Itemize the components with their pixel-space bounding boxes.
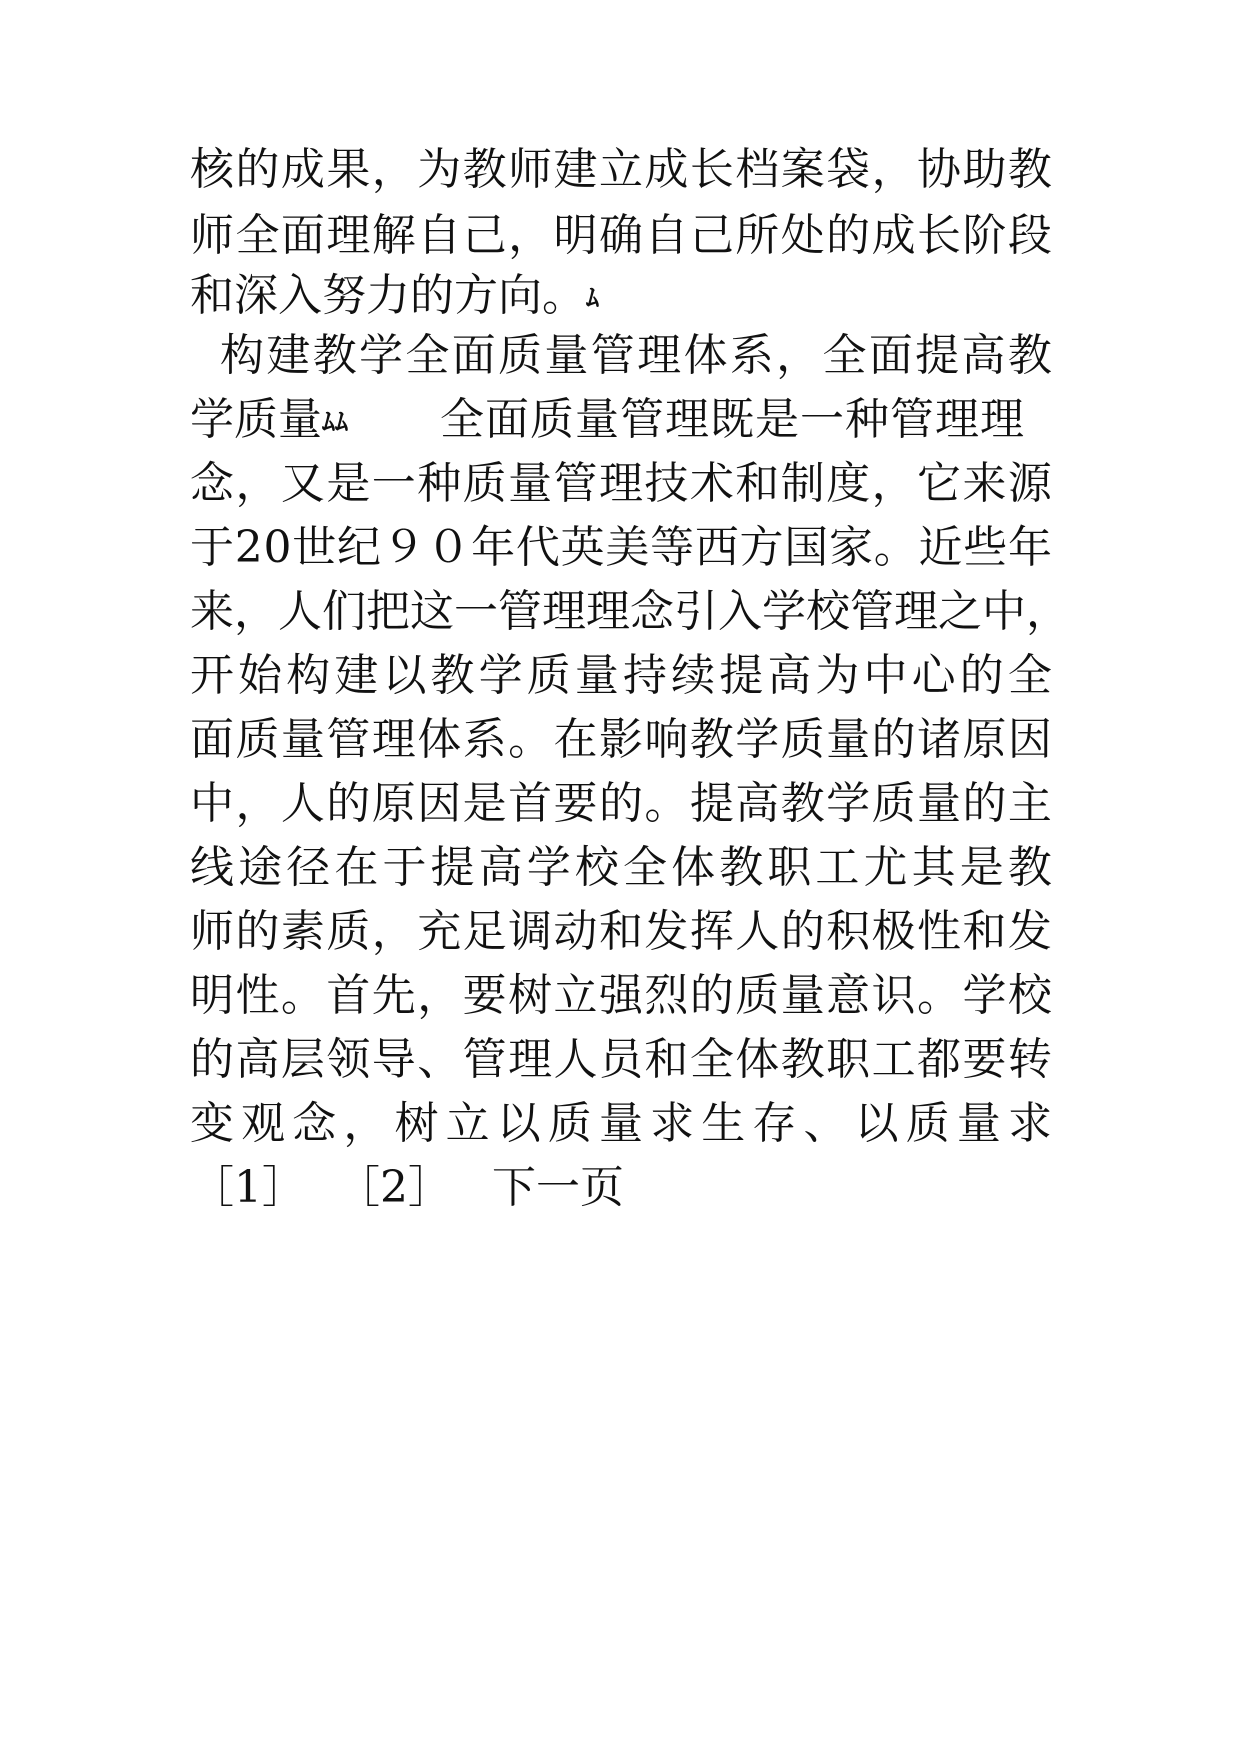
line-char: 求 — [650, 1098, 695, 1149]
line-char: 理 — [326, 210, 371, 261]
line-char: 量 — [917, 778, 961, 829]
line-char: 发 — [1007, 906, 1052, 957]
line-char: 极 — [871, 906, 916, 957]
line-char: 念 — [190, 458, 234, 509]
line-char: 全 — [1007, 650, 1052, 701]
line-char: 管 — [462, 1034, 507, 1085]
line-char: 积 — [826, 906, 871, 957]
line-char: 和 — [644, 1034, 689, 1085]
line-char: 人 — [735, 906, 780, 957]
line-char: 质 — [526, 650, 571, 701]
line-char: 的 — [326, 778, 371, 829]
line-char: 的 — [780, 906, 825, 957]
line-char: 首 — [326, 970, 371, 1021]
line-char: 开 — [190, 650, 234, 701]
line-char: 持 — [622, 650, 667, 701]
line-char: 量 — [280, 714, 325, 765]
line-char: 人 — [553, 1034, 598, 1085]
line-char: 生 — [701, 1098, 746, 1149]
line-char: 师 — [190, 210, 234, 261]
line-char: 高 — [235, 1034, 280, 1085]
line-char: 理 — [637, 330, 682, 381]
line-char: 教 — [1007, 144, 1052, 195]
line-char: 诸 — [917, 714, 961, 765]
line-char: 质 — [326, 906, 371, 957]
line-char: 以 — [854, 1098, 899, 1149]
line-char: 明 — [190, 970, 234, 1021]
line-char: 提 — [430, 842, 475, 893]
line-char: 所 — [735, 210, 780, 261]
line-char: 强 — [598, 970, 643, 1021]
line-char: 树 — [508, 970, 553, 1021]
paragraph-mark: ﾑﾑ — [322, 407, 349, 438]
line-char: 来 — [962, 458, 1007, 509]
line-char: 质 — [780, 714, 825, 765]
line-char: 教 — [312, 330, 357, 381]
paragraph-line — [190, 203, 1052, 269]
paragraph-line — [190, 1027, 1052, 1093]
line-char: 制 — [780, 458, 825, 509]
line-char: 学 — [826, 778, 871, 829]
line-char: 中 — [863, 650, 908, 701]
line-char: 学 — [478, 650, 523, 701]
line-char: 美 — [605, 522, 650, 573]
line-char: 观 — [241, 1098, 286, 1149]
line-char: 高 — [961, 330, 1006, 381]
line-char: 等 — [650, 522, 695, 573]
line-char: 原 — [962, 714, 1007, 765]
line-char: 因 — [417, 778, 462, 829]
line-char: 其 — [911, 842, 956, 893]
line-char: 学 — [735, 714, 780, 765]
line-char: 源 — [1007, 458, 1052, 509]
line-char: 助 — [962, 144, 1007, 195]
line-char: 这 — [410, 586, 454, 637]
line-char: 体 — [417, 714, 462, 765]
line-char: 途 — [238, 842, 283, 893]
line-char: 技 — [644, 458, 689, 509]
line-char: 存 — [752, 1098, 797, 1149]
line-char: 要 — [462, 970, 507, 1021]
paragraph-line — [190, 835, 1052, 901]
line-char: 量 — [826, 714, 871, 765]
line-char: 是 — [959, 842, 1004, 893]
line-char: 为 — [815, 650, 860, 701]
line-char: 处 — [780, 210, 825, 261]
line-char: ， — [235, 458, 280, 509]
line-char: 发 — [644, 906, 689, 957]
line-char: 。 — [508, 714, 553, 765]
line-char: 质 — [905, 1098, 950, 1149]
line-char: 学 — [762, 586, 806, 637]
line-char: 是 — [326, 458, 371, 509]
line-char: 的 — [598, 778, 643, 829]
line-char: 的 — [962, 778, 1007, 829]
line-char: 和 — [962, 906, 1007, 957]
line-char: 近 — [918, 522, 963, 573]
line-char: 的 — [235, 906, 280, 957]
line-char: 体 — [683, 330, 728, 381]
line-char: 学 — [526, 842, 571, 893]
paragraph-line — [190, 263, 1052, 329]
line-char: 于 — [190, 522, 234, 573]
next-page-link[interactable]: 下一页 — [492, 1162, 624, 1213]
line-char: 的 — [959, 650, 1004, 701]
line-char: 世 — [292, 522, 337, 573]
line-char: ， — [371, 144, 416, 195]
line-char: 续 — [671, 650, 716, 701]
line-char: 意 — [826, 970, 871, 1021]
line-char: ０ — [426, 522, 471, 573]
line-char: 的 — [826, 210, 871, 261]
line-char: 职 — [767, 842, 812, 893]
line-char: 和 — [598, 906, 643, 957]
line-char: ， — [871, 144, 916, 195]
paragraph-line — [190, 707, 1052, 773]
line-char: 要 — [553, 778, 598, 829]
line-char: 0 — [263, 522, 292, 573]
line-char: 在 — [553, 714, 598, 765]
line-char: 心 — [911, 650, 956, 701]
line-text: 和深入努力的方向。 — [190, 270, 586, 321]
line-char: 全 — [235, 210, 280, 261]
paragraph-line — [190, 451, 1052, 517]
line-char: 人 — [280, 778, 325, 829]
line-char: 烈 — [644, 970, 689, 1021]
line-char: 工 — [815, 842, 860, 893]
line-char: 纪 — [336, 522, 381, 573]
line-char: 长 — [917, 210, 961, 261]
line-char: 质 — [735, 970, 780, 1021]
line-char: 响 — [644, 714, 689, 765]
line-char: 构 — [286, 650, 331, 701]
line-char: 要 — [962, 1034, 1007, 1085]
line-char: 影 — [598, 714, 643, 765]
line-char: 把 — [366, 586, 410, 637]
line-char: 己 — [462, 210, 507, 261]
line-char: 英 — [560, 522, 605, 573]
line-char: 系 — [462, 714, 507, 765]
paragraph-line — [190, 137, 1052, 203]
line-char: 识 — [871, 970, 916, 1021]
line-char: 量 — [956, 1098, 1001, 1149]
line-char: 导 — [371, 1034, 416, 1085]
line-char: 袋 — [826, 144, 871, 195]
paragraph-mark: ﾑ — [586, 283, 600, 314]
line-char: 引 — [674, 586, 718, 637]
line-char: 质 — [462, 458, 507, 509]
line-char: 于 — [382, 842, 427, 893]
line-char: 成 — [871, 210, 916, 261]
paragraph-line — [190, 515, 1052, 581]
line-char: 体 — [671, 842, 716, 893]
line-char: 一 — [454, 586, 498, 637]
line-char: 建 — [553, 144, 598, 195]
line-char: 确 — [598, 210, 643, 261]
line-char: 教 — [430, 650, 475, 701]
line-char: 以 — [496, 1098, 541, 1149]
line-char: 质 — [498, 330, 543, 381]
line-char: 。 — [917, 970, 961, 1021]
paragraph-line — [190, 899, 1052, 965]
line-char: 师 — [190, 906, 234, 957]
line-char: ， — [371, 906, 416, 957]
line-char: ， — [508, 210, 553, 261]
line-char: 。 — [873, 522, 918, 573]
line-char: 教 — [462, 144, 507, 195]
line-char: 提 — [719, 650, 764, 701]
page-link-2[interactable]: ［2］ — [336, 1162, 452, 1213]
line-char: 提 — [915, 330, 960, 381]
line-char: 年 — [471, 522, 516, 573]
line-char: 管 — [553, 458, 598, 509]
line-char: 领 — [326, 1034, 371, 1085]
line-char: 质 — [235, 714, 280, 765]
line-char: 立 — [445, 1098, 490, 1149]
line-char: 面 — [451, 330, 496, 381]
line-char: ， — [1026, 586, 1070, 637]
line-char: 管 — [850, 586, 894, 637]
line-char: 足 — [462, 906, 507, 957]
line-char: 量 — [544, 330, 589, 381]
line-char: 念 — [292, 1098, 337, 1149]
line-char: 管 — [498, 586, 542, 637]
line-char: 己 — [689, 210, 734, 261]
line-char: 2 — [234, 522, 263, 573]
line-char: 。 — [644, 778, 689, 829]
line-char: 构 — [220, 330, 264, 381]
line-char: 是 — [462, 778, 507, 829]
line-char: 管 — [326, 714, 371, 765]
line-char: 师 — [508, 144, 553, 195]
line-char: 面 — [190, 714, 234, 765]
line-char: 念 — [630, 586, 674, 637]
line-char: 转 — [1007, 1034, 1052, 1085]
line-char: 因 — [1007, 714, 1052, 765]
line-char: 段 — [1007, 210, 1052, 261]
line-char: ９ — [381, 522, 426, 573]
paragraph-line — [190, 1091, 1052, 1157]
line-char: 成 — [644, 144, 689, 195]
page-link-1[interactable]: ［1］ — [190, 1162, 306, 1213]
line-char: 理 — [598, 458, 643, 509]
line-char: 理 — [508, 1034, 553, 1085]
line-char: 质 — [547, 1098, 592, 1149]
line-char: 中 — [190, 778, 234, 829]
line-char: 、 — [803, 1098, 848, 1149]
line-char: 中 — [982, 586, 1026, 637]
line-char: 解 — [371, 210, 416, 261]
line-char: 的 — [190, 1034, 234, 1085]
line-char: 为 — [417, 144, 462, 195]
line-char: 又 — [280, 458, 325, 509]
line-char: 性 — [917, 906, 961, 957]
line-char: 全 — [405, 330, 450, 381]
line-char: 线 — [190, 842, 234, 893]
line-char: 都 — [917, 1034, 961, 1085]
line-char: 先 — [371, 970, 416, 1021]
line-char: 管 — [590, 330, 635, 381]
line-char: ， — [871, 458, 916, 509]
line-char: 动 — [553, 906, 598, 957]
paragraph-line — [220, 323, 1052, 389]
line-char: 的 — [235, 144, 280, 195]
line-char: 主 — [1007, 778, 1052, 829]
line-char: 员 — [598, 1034, 643, 1085]
line-char: 档 — [735, 144, 780, 195]
paragraph-line — [190, 771, 1052, 837]
line-char: 家 — [829, 522, 874, 573]
line-char: 国 — [784, 522, 829, 573]
line-char: 协 — [917, 144, 961, 195]
line-char: ， — [235, 778, 280, 829]
line-char: 、 — [417, 1034, 462, 1085]
paragraph-line — [190, 579, 1070, 645]
line-char: ， — [776, 330, 821, 381]
line-char: ， — [234, 586, 278, 637]
line-char: 自 — [417, 210, 462, 261]
line-char: 的 — [871, 714, 916, 765]
line-char: 校 — [806, 586, 850, 637]
line-char: 年 — [1007, 522, 1052, 573]
line-char: 建 — [334, 650, 379, 701]
line-char: 始 — [238, 650, 283, 701]
line-char: 首 — [508, 778, 553, 829]
line-char: 之 — [938, 586, 982, 637]
line-char: 阶 — [962, 210, 1007, 261]
line-char: 高 — [478, 842, 523, 893]
line-char: 全 — [622, 842, 667, 893]
line-char: 学 — [962, 970, 1007, 1021]
line-char: 高 — [735, 778, 780, 829]
line-char: 核 — [190, 144, 234, 195]
line-char: 性 — [235, 970, 280, 1021]
line-char: 变 — [190, 1098, 234, 1149]
line-char: 面 — [280, 210, 325, 261]
line-text: 全面质量管理既是一种管理理 — [440, 394, 1025, 445]
pagination — [190, 1155, 1052, 1221]
line-char: 教 — [1007, 842, 1052, 893]
line-char: 明 — [553, 210, 598, 261]
line-char: 案 — [780, 144, 825, 195]
line-char: 量 — [574, 650, 619, 701]
line-char: ， — [417, 970, 462, 1021]
line-char: 充 — [417, 906, 462, 957]
line-char: 理 — [371, 714, 416, 765]
line-char: 的 — [689, 970, 734, 1021]
line-char: 度 — [826, 458, 871, 509]
line-char: 理 — [542, 586, 586, 637]
line-char: 教 — [719, 842, 764, 893]
line-char: 它 — [917, 458, 961, 509]
line-char: 西 — [694, 522, 739, 573]
line-char: 。 — [280, 970, 325, 1021]
line-char: 在 — [334, 842, 379, 893]
line-text: 学质量 — [190, 394, 322, 445]
line-char: 量 — [780, 970, 825, 1021]
line-char: 代 — [515, 522, 560, 573]
paragraph-line — [190, 387, 1052, 453]
line-char: 调 — [508, 906, 553, 957]
line-char: 立 — [598, 144, 643, 195]
line-char: 教 — [1007, 330, 1052, 381]
line-char: 原 — [371, 778, 416, 829]
line-char: 和 — [735, 458, 780, 509]
line-char: 建 — [266, 330, 311, 381]
line-char: 来 — [190, 586, 234, 637]
line-char: 自 — [644, 210, 689, 261]
line-char: ， — [343, 1098, 388, 1149]
line-char: 量 — [599, 1098, 643, 1149]
line-char: 挥 — [689, 906, 734, 957]
line-char: 提 — [689, 778, 734, 829]
line-char: 种 — [417, 458, 462, 509]
line-char: 职 — [826, 1034, 871, 1085]
line-char: 教 — [689, 714, 734, 765]
line-char: 高 — [767, 650, 812, 701]
line-char: 全 — [822, 330, 867, 381]
line-char: 成 — [280, 144, 325, 195]
line-char: 入 — [718, 586, 762, 637]
line-char: 教 — [780, 778, 825, 829]
line-char: 系 — [729, 330, 774, 381]
line-char: 立 — [553, 970, 598, 1021]
line-char: 人 — [278, 586, 322, 637]
line-char: 理 — [894, 586, 938, 637]
line-char: 层 — [280, 1034, 325, 1085]
paragraph-line — [190, 963, 1052, 1029]
line-char: 理 — [586, 586, 630, 637]
line-char: 树 — [394, 1098, 439, 1149]
line-char: 们 — [322, 586, 366, 637]
line-char: 尤 — [863, 842, 908, 893]
line-char: 面 — [868, 330, 913, 381]
line-char: 教 — [780, 1034, 825, 1085]
line-char: 量 — [508, 458, 553, 509]
line-char: 校 — [1007, 970, 1052, 1021]
line-char: 以 — [382, 650, 427, 701]
line-char: 些 — [963, 522, 1008, 573]
line-char: 全 — [689, 1034, 734, 1085]
line-char: 校 — [574, 842, 619, 893]
line-char: 工 — [871, 1034, 916, 1085]
line-char: 果 — [326, 144, 371, 195]
line-char: 素 — [280, 906, 325, 957]
line-char: 一 — [371, 458, 416, 509]
paragraph-line — [190, 643, 1052, 709]
line-char: 求 — [1008, 1098, 1052, 1149]
line-char: 径 — [286, 842, 331, 893]
line-char: 质 — [871, 778, 916, 829]
line-char: 长 — [689, 144, 734, 195]
line-char: 术 — [689, 458, 734, 509]
line-char: 学 — [359, 330, 404, 381]
line-char: 方 — [739, 522, 784, 573]
line-char: 体 — [735, 1034, 780, 1085]
